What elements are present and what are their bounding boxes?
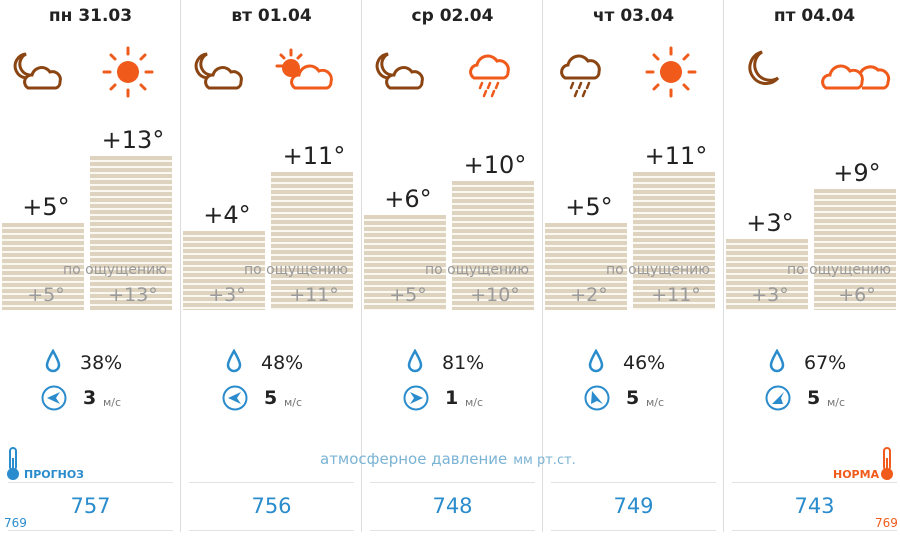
separator [732,482,897,483]
wind-direction-icon [765,385,791,411]
moon-cloud-icon [372,44,428,100]
sun-icon [100,44,156,100]
moon-cloud-icon [10,44,66,100]
humidity-value: 48% [261,352,304,374]
feels-like-label: по ощущению [605,262,711,278]
pressure-value: 757 [70,494,111,518]
day-label: пн 31.03 [48,6,133,26]
day-feels: +11° [289,284,339,306]
pressure-value: 756 [251,494,292,518]
day-feels: +11° [651,284,701,306]
separator [8,482,173,483]
pressure-unit: мм рт.ст. [513,453,576,468]
humidity-drop-icon [407,349,423,373]
night-feels: +2° [570,284,608,306]
feels-like-label: по ощущению [243,262,349,278]
separator [189,482,354,483]
night-temp: +5° [22,193,70,221]
humidity-drop-icon [588,349,604,373]
night-temp: +4° [203,201,251,229]
day-label: вт 01.04 [231,6,312,26]
pressure-value: 749 [613,494,654,518]
wind-speed: 1 [445,387,459,409]
sun-cloud-icon [273,44,349,100]
feels-like-label: по ощущению [424,262,530,278]
cloud-rain-icon [553,44,609,100]
wind-direction-icon [584,385,610,411]
right-edge-value: 769 [875,516,898,530]
separator [8,530,173,531]
norm-label: НОРМА [833,468,880,481]
moon-icon [734,44,790,100]
separator [732,530,897,531]
sun-icon [643,44,699,100]
day-label: пт 04.04 [773,6,856,26]
wind-unit: м/с [646,396,665,409]
humidity-drop-icon [226,349,242,373]
night-feels: +3° [751,284,789,306]
humidity-drop-icon [769,349,785,373]
day-temp: +11° [644,142,708,170]
night-feels: +5° [389,284,427,306]
left-edge-value: 769 [4,516,27,530]
night-feels: +5° [27,284,65,306]
humidity-value: 38% [80,352,123,374]
humidity-value: 67% [804,352,847,374]
cloud-icon [816,44,892,100]
day-temp: +9° [833,159,881,187]
pressure-value: 748 [432,494,473,518]
night-temp: +6° [384,185,432,213]
wind-unit: м/с [103,396,122,409]
wind-direction-icon [222,385,248,411]
humidity-value: 46% [623,352,666,374]
wind-speed: 5 [807,387,821,409]
day-temp: +13° [101,126,165,154]
cloud-rain-icon [462,44,518,100]
pressure-value: 743 [794,494,835,518]
wind-speed: 5 [626,387,640,409]
night-feels: +3° [208,284,246,306]
day-column [0,0,181,542]
thermometer-forecast-icon [5,446,21,482]
day-feels: +6° [838,284,876,306]
separator [370,530,535,531]
moon-cloud-icon [191,44,247,100]
separator [189,530,354,531]
pressure-title-text: атмосферное давление [320,450,508,468]
feels-like-label: по ощущению [786,262,892,278]
humidity-value: 81% [442,352,485,374]
wind-unit: м/с [465,396,484,409]
wind-speed: 3 [83,387,97,409]
day-temp: +10° [463,151,527,179]
night-temp: +3° [746,209,794,237]
day-column [724,0,900,542]
separator [551,530,716,531]
separator [370,482,535,483]
day-feels: +13° [108,284,158,306]
day-temp: +11° [282,142,346,170]
day-label: ср 02.04 [411,6,494,26]
day-feels: +10° [470,284,520,306]
wind-direction-icon [41,385,67,411]
wind-speed: 5 [264,387,278,409]
wind-unit: м/с [284,396,303,409]
pressure-title [320,450,576,468]
wind-direction-icon [403,385,429,411]
separator [551,482,716,483]
day-label: чт 03.04 [592,6,675,26]
humidity-drop-icon [45,349,61,373]
night-temp: +5° [565,193,613,221]
wind-unit: м/с [827,396,846,409]
forecast-label: ПРОГНОЗ [24,468,85,481]
feels-like-label: по ощущению [62,262,168,278]
thermometer-norm-icon [879,446,895,482]
